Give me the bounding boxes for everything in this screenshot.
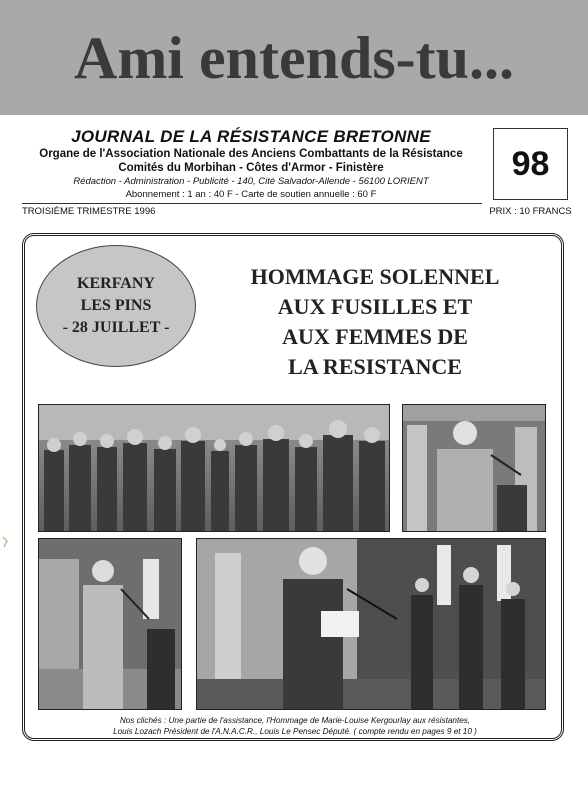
headline-line-3: AUX FEMMES DE	[282, 324, 468, 349]
event-line-3: - 28 JUILLET -	[62, 319, 170, 336]
newspaper-title: Ami entends-tu...	[73, 25, 514, 91]
trimestre-label: TROISIÈME TRIMESTRE 1996	[22, 206, 156, 217]
issue-number-box	[493, 128, 568, 200]
headline	[205, 262, 545, 382]
scan-mark-decoration	[1, 535, 9, 549]
photo-speaker-pillars	[402, 404, 546, 532]
caption-line-2: Louis Lozach Président de l'A.N.A.C.R., Louis Le Pensec Député. ( compte rendu en pages 9 et 10 )	[113, 727, 477, 736]
headline-line-4: LA RESISTANCE	[288, 354, 462, 379]
photo-caption	[40, 715, 550, 737]
journal-subtitle: JOURNAL DE LA RÉSISTANCE BRETONNE	[71, 127, 431, 146]
header-divider	[22, 203, 482, 204]
event-line-2: LES PINS	[80, 297, 152, 314]
header-block	[22, 127, 480, 201]
photo-crowd	[38, 404, 390, 532]
photo-tribute	[196, 538, 546, 710]
event-line-1: KERFANY	[77, 275, 155, 292]
event-badge	[36, 245, 196, 367]
headline-line-2: AUX FUSILLES ET	[277, 294, 473, 319]
caption-line-1: Nos clichés : Une partie de l'assistance, l'Hommage de Marie-Louise Kergourlay aux résistantes,	[119, 716, 471, 725]
issue-number: 98	[511, 144, 550, 183]
masthead	[0, 0, 588, 115]
redaction-line: Rédaction - Administration - Publicité - 140, Cité Salvador-Allende - 56100 LORIENT	[73, 176, 429, 187]
organe-line: Organe de l'Association Nationale des Anciens Combattants de la Résistance	[39, 148, 463, 160]
price-label: PRIX : 10 FRANCS	[489, 206, 572, 217]
headline-line-1: HOMMAGE SOLENNEL	[250, 264, 500, 289]
comites-line: Comités du Morbihan - Côtes d'Armor - Finistère	[118, 162, 384, 174]
abonnement-line: Abonnement : 1 an : 40 F - Carte de soutien annuelle : 60 F	[125, 189, 377, 200]
photo-president	[38, 538, 182, 710]
